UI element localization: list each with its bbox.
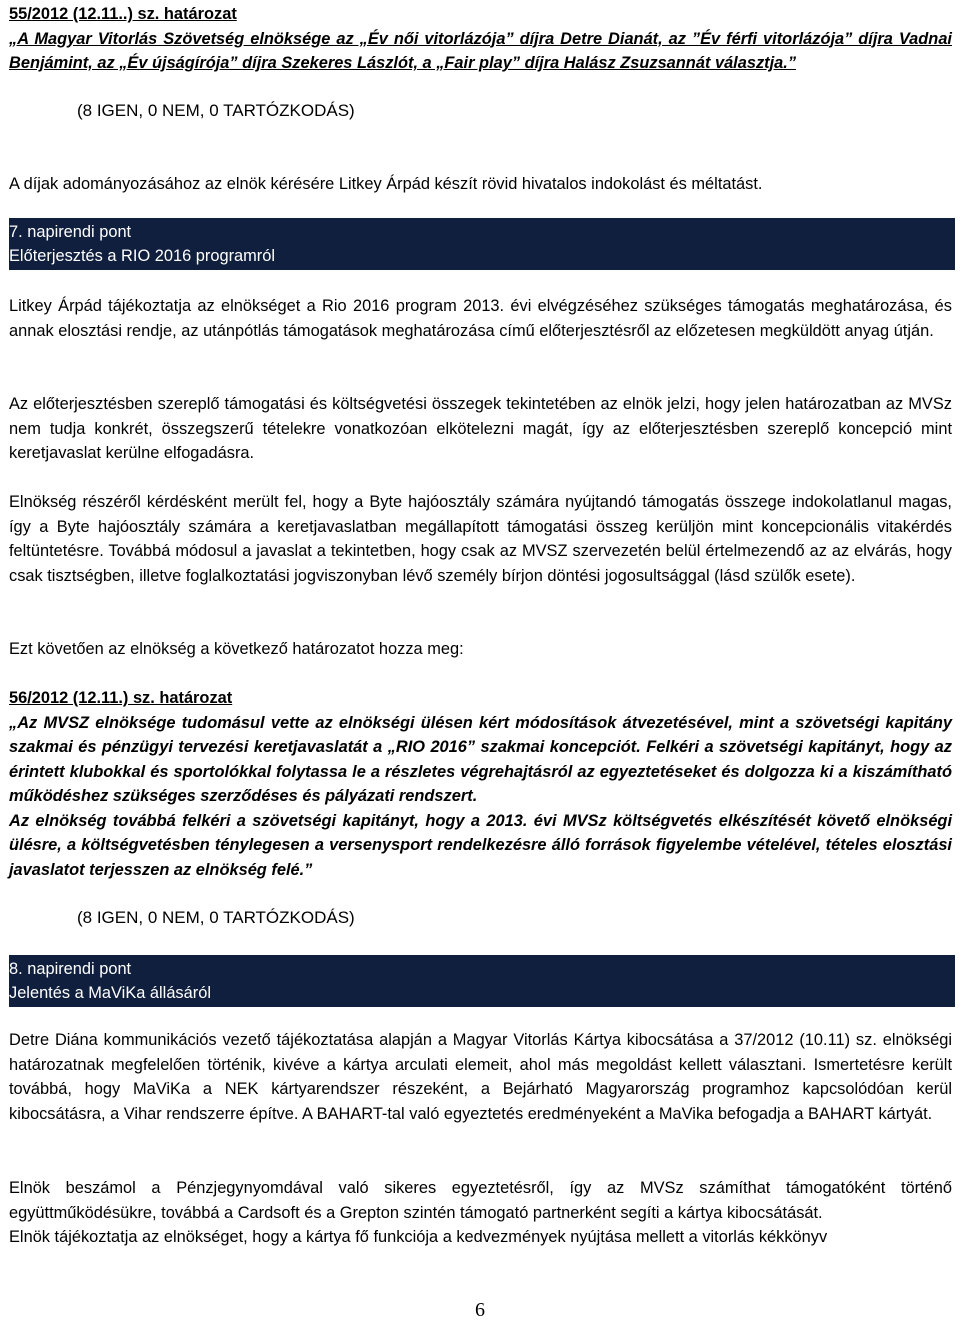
agenda-item-8-header: [9, 955, 955, 1007]
resolution-number: 55/2012 (12.11..) sz. határozat: [9, 5, 237, 23]
agenda-item-number: 7. napirendi pont: [9, 223, 132, 241]
resolution-text: „A Magyar Vitorlás Szövetség elnöksége az „Év női vitorlázója” díjra Detre Dianát, az ”Év férfi vitorlázója” díjra Vadnai Benjámint, az „Év újságírója” díjra Szekeres Lászlót, a „Fair play” díjra Halász Zsuzsannát választja.”: [9, 29, 952, 72]
page-number: 6: [475, 1299, 485, 1321]
awards-note: A díjak adományozásához az elnök kérésére Litkey Árpád készít rövid hivatalos indokolást és méltatást.: [9, 175, 763, 193]
resolution-text: „Az MVSZ elnöksége tudomásul vette az elnökségi ülésen kért módosítások átvezetésével, mint a szövetségi kapitány szakmai és pénzügyi tervezési keretjavaslatát a „RIO 2016” szakmai koncepciót. Felkéri a szövetségi kapitányt, hogy az érintett klubokkal és sportolókkal folytassa le a részletes végrehajtásról az egyeztetéseket és dolgozza ki a kiszámítható működéshez szükséges szerződéses és pályázati rendszert.: [9, 713, 952, 805]
paragraph: Elnök tájékoztatja az elnökséget, hogy a kártya fő funkciója a kedvezmények nyújtása mellett a vitorlás kékkönyv: [9, 1228, 828, 1246]
resolution-number: 56/2012 (12.11.) sz. határozat: [9, 689, 233, 707]
agenda-item-title: Jelentés a MaViKa állásáról: [9, 984, 211, 1002]
agenda-item-7-header: [9, 218, 955, 270]
paragraph: Az előterjesztésben szereplő támogatási és költségvetési összegek tekintetében az elnök jelzi, hogy jelen határozatban az MVSz nem tudja konkrét, összegszerű tételekre vonatkozóan elkötelezni magát, így az előterjesztésben szereplő koncepció mint keretjavaslat kerülne elfogadásra.: [9, 395, 952, 462]
resolution-56: [9, 686, 952, 882]
agenda-item-number: 8. napirendi pont: [9, 960, 132, 978]
resolution-text: Az elnökség továbbá felkéri a szövetségi kapitányt, hogy a 2013. évi MVSz költségvetés elkészítését követő elnökségi ülésre, a költségvetésben ténylegesen a versenysport rendelkezésre álló források figyelembe vételével, tételes elosztási javaslatot terjesszen az elnökség felé.”: [9, 811, 952, 879]
vote-result: (8 IGEN, 0 NEM, 0 TARTÓZKODÁS): [77, 908, 355, 927]
vote-result: (8 IGEN, 0 NEM, 0 TARTÓZKODÁS): [77, 101, 355, 120]
paragraph: Ezt követően az elnökség a következő határozatot hozza meg:: [9, 640, 464, 658]
paragraph: Litkey Árpád tájékoztatja az elnökséget a Rio 2016 program 2013. évi elvégzéséhez szükséges támogatás meghatározása, és annak elosztási rendje, az utánpótlás támogatások meghatározása című előterjesztésről az előzetesen megküldött anyag útján.: [9, 297, 952, 340]
resolution-55: [9, 2, 952, 76]
agenda-item-title: Előterjesztés a RIO 2016 programról: [9, 247, 276, 265]
paragraph: Elnökség részéről kérdésként merült fel, hogy a Byte hajóosztály számára nyújtandó támogatás összege indokolatlanul magas, így a Byte hajóosztály számára a keretjavaslatban megállapított támogatási összeg kerüljön mint koncepcionális vitakérdés feltüntetésre. Továbbá módosul a javaslat a tekintetben, hogy csak az MVSZ szervezetén belül értelmezendő az az elvárás, hogy csak tisztségben, illetve foglalkoztatási jogviszonyban lévő személy bírjon döntési jogosultsággal (lásd szülők esete).: [9, 493, 952, 585]
paragraph: Detre Diána kommunikációs vezető tájékoztatása alapján a Magyar Vitorlás Kártya kibocsátása a 37/2012 (10.11) sz. elnökségi határozatnak megfelelően történik, kivéve a kártya arculati elemeit, ahol más megoldást kellett választani. Ismertetésre került továbbá, hogy MaViKa a NEK kártyarendszer részeként, a Bejárható Magyarország programhoz kapcsolódóan kerül kibocsátásra, a Vihar rendszerre építve. A BAHART-tal való egyeztetés eredményeként a MaVika befogadja a BAHART kártyát.: [9, 1031, 952, 1123]
paragraph: Elnök beszámol a Pénzjegynyomdával való sikeres egyeztetésről, így az MVSz számíthat támogatóként történő együttműködésükre, továbbá a Cardsoft és a Grepton szintén támogató partnerként segíti a kártya kibocsátását.: [9, 1179, 952, 1222]
